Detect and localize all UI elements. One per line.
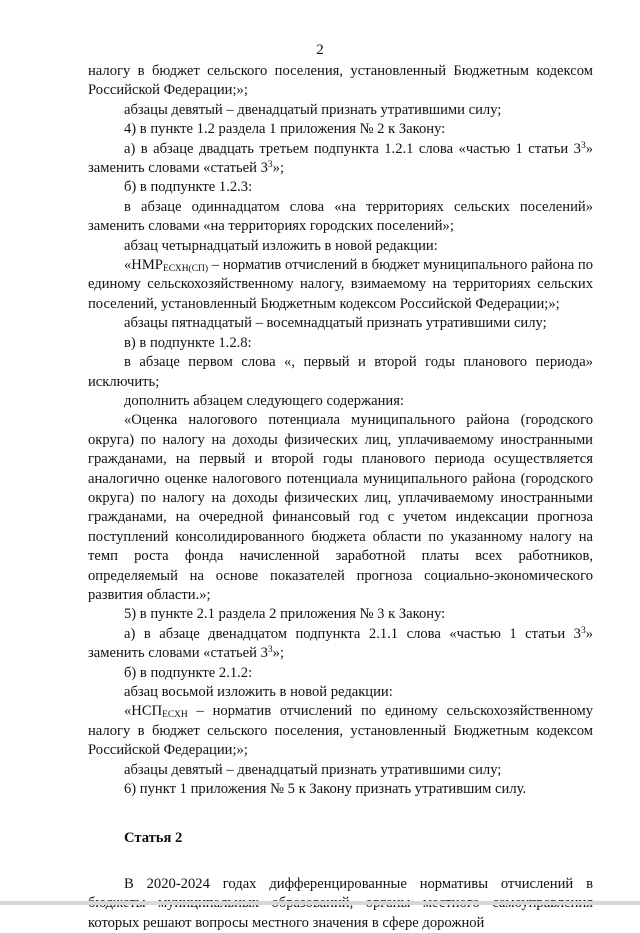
text-run: – норматив отчислений в бюджет муниципального района по единому сельскохозяйственному налогу, взимаемому на территориях сельских поселений, установленный Бюджетным кодексом Российской Федерации;»; (88, 257, 593, 312)
superscript: 3 (267, 160, 273, 171)
text-run: а) в абзаце двадцать третьем подпункта 1.2.1 слова «частью 1 статьи 3 (124, 140, 581, 157)
text-run: «НМР (124, 257, 163, 274)
text-run: – норматив отчислений по единому сельскохозяйственному налогу в бюджет сельского поселения, установленный Бюджетным кодексом Российской Федерации;»; (88, 703, 593, 759)
paragraph: «Оценка налогового потенциала муниципального района (городского округа) по налогу на доходы физических лиц, уплачиваемому иностранными гражданами, на первый и второй годы планового периода осуществляется аналогично оценке налогового потенциала муниципального района (городского округа) по налогу на доходы физических лиц, уплачиваемому иностранными гражданами, на очередной финансовый год с учетом индексации прогноза поступлений консолидированного бюджета области по указанному налогу на темп роста фонда начисленной заработной платы всех работников, определяемый на основе показателей прогноза социально-экономического развития области.»; (88, 412, 593, 603)
subscript: ЕСХН (162, 710, 188, 721)
paragraph: абзацы девятый – двенадцатый признать утратившими силу; (124, 761, 502, 778)
document-body (88, 62, 593, 933)
paragraph: 4) в пункте 1.2 раздела 1 приложения № 2 к Закону: (124, 121, 446, 138)
text-run: » заменить словами «статьей 3 (88, 140, 593, 177)
paragraph (88, 256, 593, 314)
text-run: »; (272, 645, 284, 662)
paragraph: абзацы девятый – двенадцатый признать утратившими силу; (124, 101, 502, 118)
paragraph: в абзаце одиннадцатом слова «на территориях сельских поселений» заменить словами «на территориях городских поселений»; (88, 198, 593, 235)
paragraph: налогу в бюджет сельского поселения, установленный Бюджетным кодексом Российской Федерации;»; (88, 63, 593, 99)
paragraph (88, 625, 593, 664)
text-run: »; (272, 160, 284, 177)
article-paragraph: В 2020-2024 годах дифференцированные нормативы отчислений в которых решают вопросы местного значения в сфере дорожной (88, 875, 593, 931)
page-bottom-edge (0, 901, 640, 905)
paragraph: абзац четырнадцатый изложить в новой редакции: (124, 237, 438, 254)
paragraph: в) в подпункте 1.2.8: (124, 334, 252, 351)
superscript: 3 (580, 625, 586, 636)
page-number: 2 (316, 42, 324, 58)
paragraph: в абзаце первом слова «, первый и второй годы планового периода» исключить; (88, 354, 593, 390)
article-heading: Статья 2 (124, 830, 183, 847)
paragraph: дополнить абзацем следующего содержания: (124, 392, 404, 409)
paragraph: 5) в пункте 2.1 раздела 2 приложения № 3 к Закону: (124, 606, 446, 623)
paragraph: абзац восьмой изложить в новой редакции: (124, 684, 393, 700)
paragraph: б) в подпункте 1.2.3: (124, 179, 253, 196)
text-run: «НСП (124, 703, 163, 720)
paragraph: абзацы пятнадцатый – восемнадцатый признать утратившими силу; (124, 315, 547, 332)
text-run: » заменить словами «статьей 3 (88, 625, 593, 662)
superscript: 3 (267, 645, 273, 656)
paragraph: 6) пункт 1 приложения № 5 к Закону признать утратившим силу. (124, 781, 527, 798)
paragraph: б) в подпункте 2.1.2: (124, 664, 253, 681)
superscript: 3 (580, 140, 586, 151)
text-run: а) в абзаце двенадцатом подпункта 2.1.1 слова «частью 1 статьи 3 (124, 625, 581, 642)
subscript: ЕСХН(СП) (162, 264, 209, 275)
paragraph (88, 702, 593, 760)
paragraph (88, 140, 593, 179)
